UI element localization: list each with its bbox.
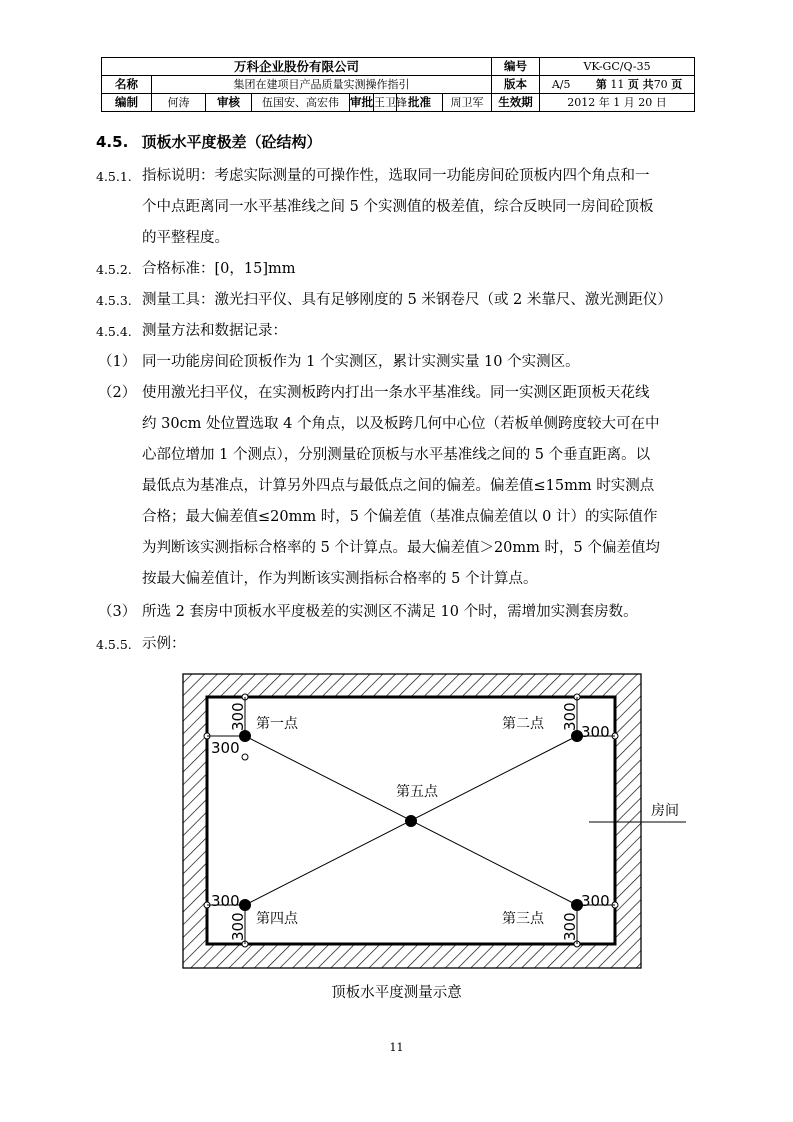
text-line: 测量方法和数据记录： bbox=[142, 323, 287, 339]
item-number: 4.5.3. bbox=[96, 293, 132, 308]
ratifier-value: 周卫军 bbox=[443, 94, 492, 112]
text-line: 的平整程度。 bbox=[142, 230, 229, 246]
text-line: 合格；最大偏差值≤20mm 时，5 个偏差值（基准点偏差值以 0 计）的实际值作 bbox=[142, 509, 658, 525]
document-name: 集团在建项目产品质量实测操作指引 bbox=[152, 76, 492, 94]
dim-label-horizontal: 300 bbox=[211, 739, 240, 757]
dim-label-vertical: 300 bbox=[229, 912, 247, 941]
diagram-caption: 顶板水平度测量示意 bbox=[331, 985, 462, 1001]
dim-label-horizontal: 300 bbox=[211, 892, 240, 910]
dim-label-vertical: 300 bbox=[561, 912, 579, 941]
text-line: 为判断该实测指标合格率的 5 个计算点。最大偏差值＞20mm 时，5 个偏差值均 bbox=[142, 540, 660, 556]
company-name: 万科企业股份有限公司 bbox=[102, 58, 492, 76]
example-number: 4.5.5. bbox=[96, 637, 132, 652]
ratifier-label: 批准 bbox=[397, 94, 443, 112]
effective-date: 2012 年 1 月 20 日 bbox=[540, 94, 695, 112]
page-prefix: 第 bbox=[595, 78, 607, 91]
point-label-1: 第一点 bbox=[256, 716, 298, 732]
doc-no-label: 编号 bbox=[492, 58, 540, 76]
room-label: 房间 bbox=[651, 803, 679, 819]
text-line: 同一功能房间砼顶板作为 1 个实测区，累计实测实量 10 个实测区。 bbox=[142, 354, 580, 370]
editor-label: 编制 bbox=[102, 94, 152, 112]
text-line: 约 30cm 处位置选取 4 个角点，以及板跨几何中心位（若板单侧跨度较大可在中 bbox=[142, 416, 660, 432]
page-current: 11 bbox=[610, 78, 625, 91]
text-line: 按最大偏差值计，作为判断该实测指标合格率的 5 个计算点。 bbox=[142, 571, 538, 587]
text-line: 指标说明：考虑实际测量的可操作性，选取同一功能房间砼顶板内四个角点和一 bbox=[142, 168, 650, 184]
dim-label-vertical: 300 bbox=[561, 702, 579, 731]
page-suffix: 页 bbox=[671, 78, 683, 91]
page-number: 11 bbox=[389, 1041, 404, 1054]
example-label: 示例： bbox=[142, 636, 186, 652]
text-line: 测量工具：激光扫平仪、具有足够刚度的 5 米钢卷尺（或 2 米靠尺、激光测距仪） bbox=[142, 292, 672, 308]
name-label: 名称 bbox=[102, 76, 152, 94]
text-line: 使用激光扫平仪，在实测板跨内打出一条水平基准线。同一实测区距顶板天花线 bbox=[142, 385, 650, 401]
text-line: 最低点为基准点，计算另外四点与最低点之间的偏差。偏差值≤15mm 时实测点 bbox=[142, 478, 655, 494]
section-number: 4.5. bbox=[96, 133, 129, 151]
reviewer-value: 伍国安、高宏伟 bbox=[252, 94, 350, 112]
point-label-5: 第五点 bbox=[396, 784, 438, 800]
point-label-3: 第三点 bbox=[502, 911, 544, 927]
item-number: 4.5.1. bbox=[96, 169, 132, 184]
subitem-number: （2） bbox=[98, 385, 137, 401]
subitem-number: （3） bbox=[98, 604, 137, 620]
text-line: 合格标准：[0，15]mm bbox=[142, 261, 296, 277]
text-line: 所选 2 套房中顶板水平度极差的实测区不满足 10 个时，需增加实测套房数。 bbox=[142, 604, 638, 620]
approver-value: 王卫锋 bbox=[374, 96, 407, 109]
subitem-number: （1） bbox=[98, 354, 137, 370]
section-heading: 顶板水平度极差（砼结构） bbox=[141, 133, 322, 151]
text-line: 心部位增加 1 个测点），分别测量砼顶板与水平基准线之间的 5 个垂直距离。以 bbox=[142, 447, 651, 463]
page-total: 70 bbox=[653, 78, 668, 91]
item-number: 4.5.2. bbox=[96, 262, 132, 277]
text-line: 个中点距离同一水平基准线之间 5 个实测值的极差值，综合反映同一房间砼顶板 bbox=[142, 199, 654, 215]
measure-point-5 bbox=[405, 815, 417, 827]
dim-label-horizontal: 300 bbox=[581, 892, 610, 910]
dim-label-vertical: 300 bbox=[229, 702, 247, 731]
point-label-2: 第二点 bbox=[502, 716, 544, 732]
item-number: 4.5.4. bbox=[96, 324, 132, 339]
dim-label-horizontal: 300 bbox=[581, 723, 610, 741]
effective-label: 生效期 bbox=[492, 94, 540, 112]
point-label-4: 第四点 bbox=[256, 911, 298, 927]
editor-value: 何涛 bbox=[152, 94, 206, 112]
version-label: 版本 bbox=[492, 76, 540, 94]
page-mid: 页 共 bbox=[627, 78, 654, 91]
measure-point-4 bbox=[239, 899, 251, 911]
doc-no-value: VK-GC/Q-35 bbox=[540, 58, 695, 76]
version-value: A/5 bbox=[551, 78, 571, 91]
reviewer-label: 审核 bbox=[206, 94, 252, 112]
approver-label: 审批 bbox=[350, 95, 373, 109]
